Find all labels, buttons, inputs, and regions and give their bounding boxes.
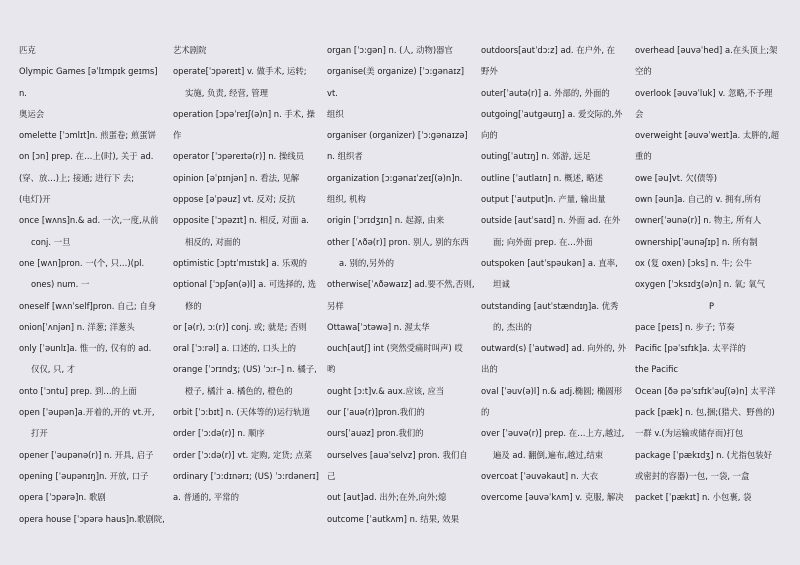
vocab-line: outspoken [autˈspəukən] a. 直率, (481, 257, 618, 268)
vocab-line: ours[ˈauəz] pron.我们的 (327, 428, 424, 439)
vocab-line: 空的 (635, 66, 652, 77)
vocab-line: out [aut]ad. 出外;在外,向外;熄 (327, 492, 447, 503)
vocab-line: one [wʌn]pron. 一(个, 只…)(pl. (19, 257, 145, 268)
vocab-line: conj. 一旦 (31, 236, 71, 247)
vocab-line: n. 组织者 (327, 151, 363, 162)
vocab-line: ordinary [ˈɔ:dɪnərɪ; (US) ˈɔ:rdənerɪ] (173, 470, 319, 481)
vocab-line: outside [autˈsaɪd] n. 外面 ad. 在外 (481, 215, 621, 226)
vocab-line: order [ˈɔ:də(r)] n. 顺序 (173, 428, 265, 439)
vocab-line: 仅仅, 只, 才 (31, 364, 76, 375)
vocab-line: our [ˈauə(r)]pron.我们的 (327, 407, 425, 418)
vocab-line: 打开 (31, 428, 48, 439)
column-3 (327, 40, 481, 565)
vocab-line: oppose [əˈpəuz] vt. 反对; 反抗 (173, 194, 296, 205)
vocab-line: a. 普通的, 平常的 (173, 492, 240, 503)
vocab-line: open [ˈəupən]a.开着的,开的 vt.开, (19, 407, 155, 418)
vocab-line: opera house [ˈɔpərə haus]n.歌剧院, (19, 513, 165, 524)
vocab-line: opening [ˈəupənɪŋ]n. 开放, 口子 (19, 470, 149, 481)
vocab-line: Pacific [pəˈsɪfɪk]a. 太平洋的 (635, 343, 746, 354)
column-2 (173, 40, 327, 565)
vocab-line: 的, 杰出的 (493, 321, 532, 332)
vocab-line: oval [ˈəuv(ə)l] n.& adj.椭圆; 椭圆形 (481, 385, 623, 396)
vocab-line: oneself [wʌnˈself]pron. 自己; 自身 (19, 300, 157, 311)
vocab-line: 会 (635, 108, 644, 119)
vocab-line: or [ə(r), ɔ:(r)] conj. 或; 就是; 否则 (173, 321, 307, 332)
vocab-line: once [wʌns]n.& ad. 一次,一度,从前 (19, 215, 159, 226)
vocab-line: owe [əu]vt. 欠(债等) (635, 172, 718, 183)
vocab-line: opera [ˈɔpərə]n. 歌剧 (19, 492, 106, 503)
vocab-line: own [əun]a. 自己的 v. 拥有,所有 (635, 194, 762, 205)
vocab-line: 修的 (185, 300, 202, 311)
vocab-line: overhead [əuvəˈhed] a.在头顶上;架 (635, 45, 778, 55)
vocab-line: overcome [əuvəˈkʌm] v. 克服, 解决 (481, 492, 624, 503)
vocab-line: optional [ˈɔpʃən(ə)l] a. 可选择的, 选 (173, 279, 316, 290)
vocab-line: P (708, 300, 715, 311)
vocab-line: (穿、放…)上; 接通; 进行下 去; (19, 172, 135, 183)
vocab-line: 奥运会 (19, 108, 45, 119)
vocab-line: oxygen [ˈɔksɪdʒ(ə)n] n. 氧; 氧气 (635, 279, 766, 290)
vocab-line: organise(美 organize) [ˈɔ:gənaɪz] vt. (327, 66, 464, 98)
vocab-line: 相反的, 对面的 (185, 236, 241, 247)
vocab-line: orbit [ˈɔ:bɪt] n. (天体等的)运行轨道 (173, 407, 310, 418)
vocab-line: Ocean [ðə pəˈsɪfɪkˈəuʃ(ə)n] 太平洋 (635, 385, 776, 396)
vocab-line: organiser (organizer) [ˈɔ:gənaɪzə] (327, 130, 468, 141)
vocab-line: ourselves [auəˈselvz] pron. 我们自 (327, 449, 468, 460)
vocab-line: outgoing[ˈautgəuɪŋ] a. 爱交际的,外 (481, 108, 623, 119)
vocab-line: the Pacific (635, 364, 679, 375)
column-4 (481, 40, 635, 565)
vocab-line: over [ˈəuvə(r)] prep. 在…上方,越过, (481, 428, 625, 439)
vocab-line: ox (复 oxen) [ɔks] n. 牛; 公牛 (635, 257, 752, 268)
vocab-line: opener [ˈəupənə(r)] n. 开具, 启子 (19, 449, 154, 460)
vocab-line: organ [ˈɔ:gən] n. (人, 动物)器官 (327, 45, 453, 55)
vocab-line: order [ˈɔ:də(r)] vt. 定购, 定货; 点菜 (173, 449, 312, 460)
vocab-line: organization [ɔ:gənaɪˈzeɪʃ(ə)n]n. (327, 172, 463, 183)
vocab-line: other [ˈʌðə(r)] pron. 别人, 别的东西 (327, 236, 469, 247)
vocab-line: 另样 (327, 300, 344, 311)
vocab-line: operator [ˈɔpəreɪtə(r)] n. 操线员 (173, 151, 304, 162)
vocab-line: 面; 向外面 prep. 在…外面 (493, 236, 593, 247)
vocab-line: output [ˈautput]n. 产量, 输出量 (481, 194, 606, 205)
vocab-line: 遍及 ad. 翻倒,遍布,越过,结束 (493, 449, 604, 460)
vocab-line: outward(s) [ˈautwəd] ad. 向外的, 外 (481, 343, 627, 354)
vocab-line: onion[ˈʌnjən] n. 洋葱; 洋葱头 (19, 321, 135, 332)
vocab-line: oral [ˈɔ:rəl] a. 口述的, 口头上的 (173, 343, 296, 354)
vocab-line: 坦诚 (493, 279, 510, 290)
vocab-line: 己 (327, 470, 336, 481)
vocab-line: pace [peɪs] n. 步子; 节奏 (635, 321, 735, 332)
vocab-line: outdoors[autˈdɔ:z] ad. 在户外, 在 (481, 45, 616, 55)
vocab-line: orange [ˈɔrɪndʒ; (US) ˈɔ:r–] n. 橘子, (173, 364, 317, 375)
vocab-line: overlook [əuvəˈluk] v. 忽略,不予理 (635, 87, 773, 98)
vocab-line: 出的 (481, 364, 498, 375)
vocab-line: Olympic Games [əˈlɪmpɪk geɪms] n. (19, 66, 158, 98)
vocab-line: 作 (173, 130, 182, 141)
vocab-line: opposite [ˈɔpəzɪt] n. 相反, 对面 a. (173, 215, 309, 226)
column-5 (635, 40, 794, 565)
vocab-line: (电灯)开 (19, 194, 51, 205)
vocab-line: 的 (481, 407, 490, 418)
vocab-line: pack [pæk] n. 包,捆;(猎犬、野兽的) (635, 407, 775, 418)
vocab-line: a. 别的,另外的 (339, 257, 394, 268)
vocab-line: otherwise[ˈʌðəwaɪz] ad.要不然,否则, (327, 279, 475, 290)
vocab-line: outing[ˈautɪŋ] n. 郊游, 远足 (481, 151, 591, 162)
vocab-line: 实施, 负责, 经营, 管理 (185, 87, 268, 98)
vocab-line: operation [ɔpəˈreɪʃ(ə)n] n. 手术, 操 (173, 108, 315, 119)
vocab-line: 组织, 机构 (327, 194, 366, 205)
column-1 (19, 40, 173, 565)
vocab-line: outer[ˈautə(r)] a. 外部的, 外面的 (481, 87, 610, 98)
vocab-line: 重的 (635, 151, 652, 162)
vocab-line: omelette [ˈɔmlɪt]n. 煎蛋卷; 煎蛋饼 (19, 130, 156, 141)
vocab-line: packet [ˈpækɪt] n. 小包裹, 袋 (635, 492, 752, 503)
vocab-line: Ottawa[ˈɔtəwə] n. 渥太华 (327, 321, 430, 332)
vocab-line: opinion [əˈpɪnjən] n. 看法, 见解 (173, 172, 300, 183)
vocab-line: 橙子, 橘汁 a. 橘色的, 橙色的 (185, 385, 293, 396)
vocab-line: ouch[autʃ] int (突然受痛时叫声) 哎 (327, 343, 463, 354)
vocab-line: 或密封的容器)一包, 一袋, 一盒 (635, 470, 750, 481)
vocab-line: 一群 v.(为运输或储存而)打包 (635, 428, 744, 439)
vocab-line: only [ˈəunlɪ]a. 惟一的, 仅有的 ad. (19, 343, 152, 354)
vocab-line: ought [ɔ:t]v.& aux.应该, 应当 (327, 385, 445, 396)
vocab-line: 哟 (327, 364, 336, 375)
vocab-line: outline [ˈautlaɪn] n. 概述, 略述 (481, 172, 604, 183)
vocab-line: 匹克 (19, 45, 36, 55)
vocab-line: 野外 (481, 66, 498, 77)
vocab-line: 组织 (327, 108, 344, 119)
vocab-line: optimistic [ɔptɪˈmɪstɪk] a. 乐观的 (173, 257, 308, 268)
vocab-line: outstanding [autˈstændɪŋ]a. 优秀 (481, 300, 619, 311)
vocab-line: overcoat [ˈəuvəkaut] n. 大衣 (481, 470, 599, 481)
vocab-line: origin [ˈɔrɪdʒɪn] n. 起源, 由来 (327, 215, 445, 226)
vocab-line: outcome [ˈautkʌm] n. 结果, 效果 (327, 513, 460, 524)
vocab-line: onto [ˈɔntu] prep. 到…的上面 (19, 385, 137, 396)
vocab-line: overweight [əuvəˈweɪt]a. 太胖的,超 (635, 130, 779, 141)
vocab-line: on [ɔn] prep. 在…上(时), 关于 ad. (19, 151, 154, 162)
vocab-line: ones) num. 一 (31, 279, 90, 290)
vocab-line: 向的 (481, 130, 498, 141)
vocab-line: 艺术剧院 (173, 45, 207, 55)
vocab-line: owner[ˈəunə(r)] n. 物主, 所有人 (635, 215, 762, 226)
vocab-line: package [ˈpækɪdʒ] n. (尤指包装好 (635, 449, 772, 460)
vocab-line: ownership[ˈəunəʃɪp] n. 所有制 (635, 236, 758, 247)
vocab-line: operate[ˈɔpəreɪt] v. 做手术, 运转; (173, 66, 307, 77)
